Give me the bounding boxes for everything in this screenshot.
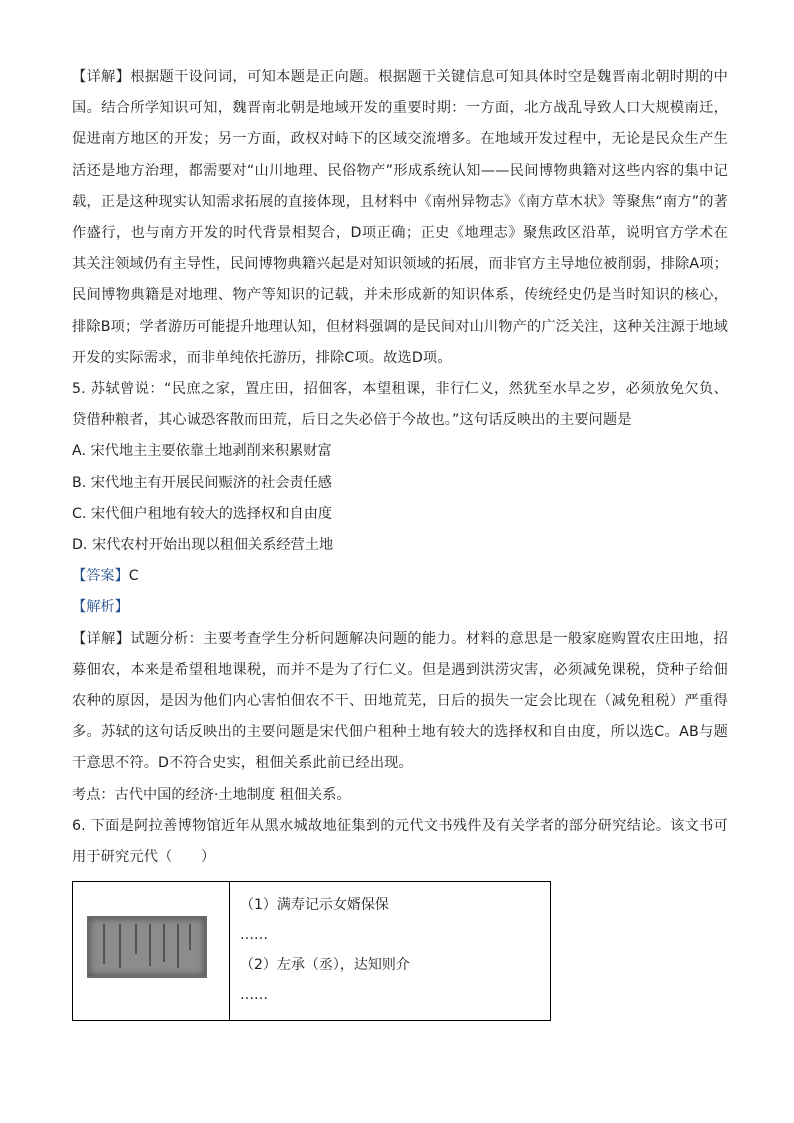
analysis-line <box>72 592 728 623</box>
option-d: D. 宋代农村开始出现以租佃关系经营土地 <box>72 537 334 554</box>
document-table <box>72 881 551 1021</box>
page-content <box>72 62 728 1021</box>
answer-value: C <box>128 568 139 585</box>
manuscript-fragment-image <box>87 916 207 978</box>
option-a: A. 宋代地主主要依靠土地剥削来积累财富 <box>72 443 332 460</box>
document-image-cell <box>73 882 230 1021</box>
answer-tag: 【答案】 <box>72 568 129 585</box>
table-line-1: （1）满寿记示女婿保保 <box>240 897 389 914</box>
detail-paragraph: 【详解】根据题干设问词，可知本题是正向题。根据题干关键信息可知具体时空是魏晋南北朝时期的中国。结合所学知识可知，魏晋南北朝是地域开发的重要时期：一方面，北方战乱导致人口大规模南迁，促进南方地区的开发；另一方面，政权对峙下的区域交流增多。在地域开发过程中，无论是民众生产生活还是地方治理，都需要对“山川地理、民俗物产”形成系统认知——民间博物典籍对这些内容的集中记载，正是这种现实认知需求拓展的直接体现，且材料中《南州异物志》《南方草木状》等聚焦“南方”的著作盛行，也与南方开发的时代背景相契合，D项正确；正史《地理志》聚焦政区沿革，说明官方学术在其关注领域仍有主导性，民间博物典籍兴起是对知识领域的拓展，而非官方主导地位被削弱，排除A项；民间博物典籍是对地理、物产等知识的记载，并未形成新的知识体系，传统经史仍是当时知识的核心，排除B项；学者游历可能提升地理认知，但材料强调的是民间对山川物产的广泛关注，这种关注源于地域开发的实际需求，而非单纯依托游历，排除C项。故选D项。 <box>72 69 728 366</box>
table-line-4: …… <box>240 987 268 1004</box>
question-5-detail: 【详解】试题分析：主要考查学生分析问题解决问题的能力。材料的意思是一般家庭购置农庄田地，招募佃农，本来是希望租地课税，而并不是为了行仁义。但是遇到洪涝灾害，必须减免课税，贷种子给佃农种的原因，是因为他们内心害怕佃农不干、田地荒芜，日后的损失一定会比现在（减免租税）严重得多。苏轼的这句话反映出的主要问题是宋代佃户租种土地有较大的选择权和自由度，所以选C。AB与题干意思不符。D不符合史实，租佃关系此前已经出现。 <box>72 630 728 772</box>
question-6-stem: 6. 下面是阿拉善博物馆近年从黑水城故地征集到的元代文书残件及有关学者的部分研究结论。该文书可用于研究元代（ ） <box>72 817 728 866</box>
question-5-stem: 5. 苏轼曾说：“民庶之家，置庄田，招佃客，本望租课，非行仁义，然犹至水旱之岁，必须放免欠负、贷借种粮者，其心诚恐客散而田荒，后日之失必倍于今故也。”这句话反映出的主要问题是 <box>72 381 728 429</box>
option-b: B. 宋代地主有开展民间赈济的社会责任感 <box>72 474 332 491</box>
table-line-3: （2）左承（丞），达知则介 <box>240 957 410 974</box>
analysis-tag: 【解析】 <box>72 599 129 616</box>
document-text-cell <box>230 882 551 1021</box>
answer-line <box>72 561 728 592</box>
table-line-2: …… <box>240 927 268 944</box>
question-5-kaodian: 考点：古代中国的经济·土地制度 租佃关系。 <box>72 786 351 803</box>
option-c: C. 宋代佃户租地有较大的选择权和自由度 <box>72 505 333 522</box>
